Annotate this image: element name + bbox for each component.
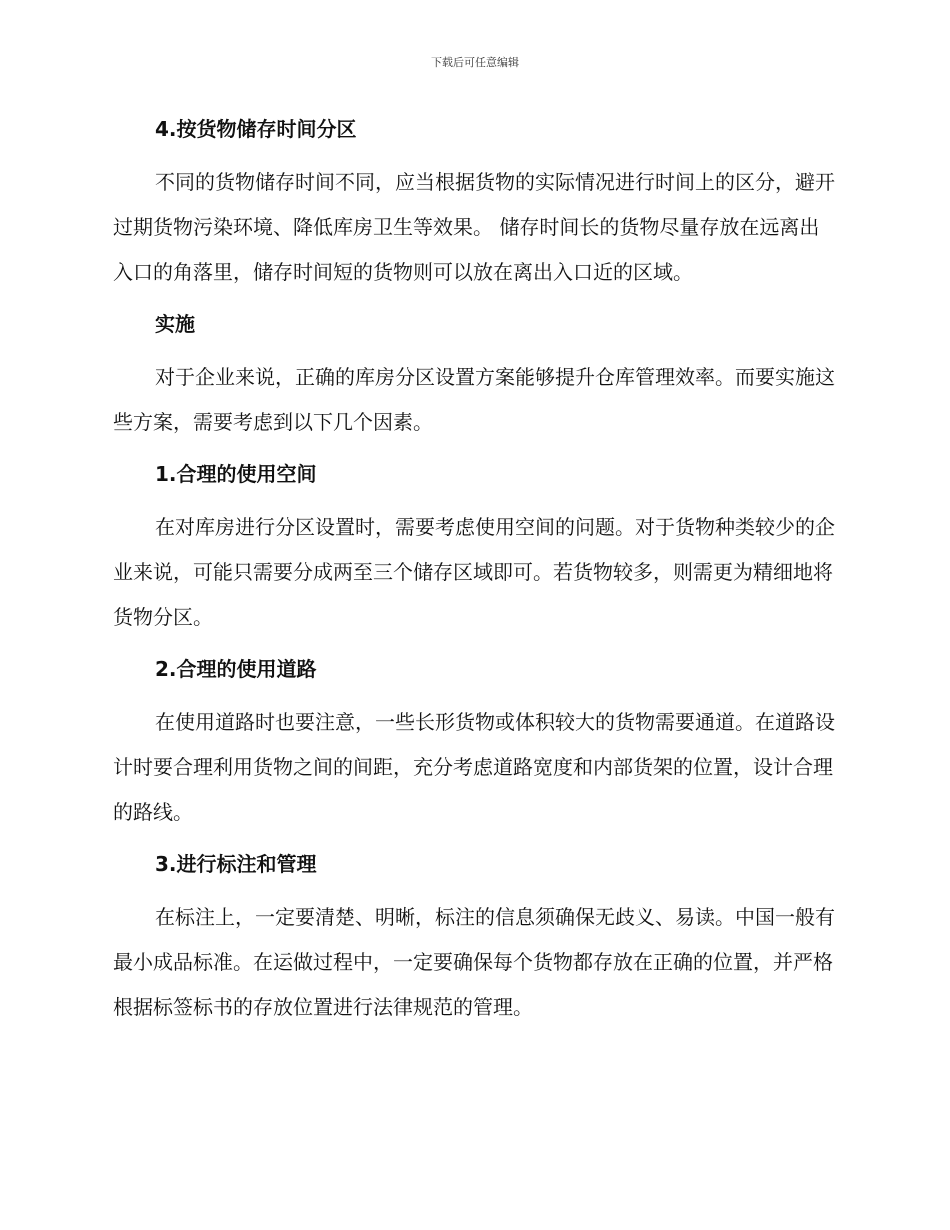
section-paragraph: 在标注上，一定要清楚、明晰，标注的信息须确保无歧义、易读。中国一般有最小成品标准。在运做过程中，一定要确保每个货物都存放在正确的位置，并严格根据标签标书的存放位置进行法律规范的管理。 xyxy=(113,905,835,1019)
section-heading: 3.进行标注和管理 xyxy=(155,852,317,876)
section-heading: 实施 xyxy=(155,312,195,336)
section-heading: 2.合理的使用道路 xyxy=(155,657,317,681)
section-paragraph: 在使用道路时也要注意，一些长形货物或体积较大的货物需要通道。在道路设计时要合理利用货物之间的间距，充分考虑道路宽度和内部货架的位置，设计合理的路线。 xyxy=(113,710,835,824)
section-paragraph: 不同的货物储存时间不同，应当根据货物的实际情况进行时间上的区分，避开过期货物污染环境、降低库房卫生等效果。 储存时间长的货物尽量存放在远离出入口的角落里，储存时间短的货物则可以放在离出入口近的区域。 xyxy=(113,170,835,284)
page-header-note: 下载后可任意编辑 xyxy=(431,56,519,69)
section-heading: 4.按货物储存时间分区 xyxy=(155,117,357,141)
document-body xyxy=(113,112,835,1030)
section-paragraph: 在对库房进行分区设置时，需要考虑使用空间的问题。对于货物种类较少的企业来说，可能只需要分成两至三个储存区域即可。若货物较多，则需更为精细地将货物分区。 xyxy=(113,515,835,629)
section-heading: 1.合理的使用空间 xyxy=(155,462,317,486)
section-paragraph: 对于企业来说，正确的库房分区设置方案能够提升仓库管理效率。而要实施这些方案，需要考虑到以下几个因素。 xyxy=(113,365,835,434)
